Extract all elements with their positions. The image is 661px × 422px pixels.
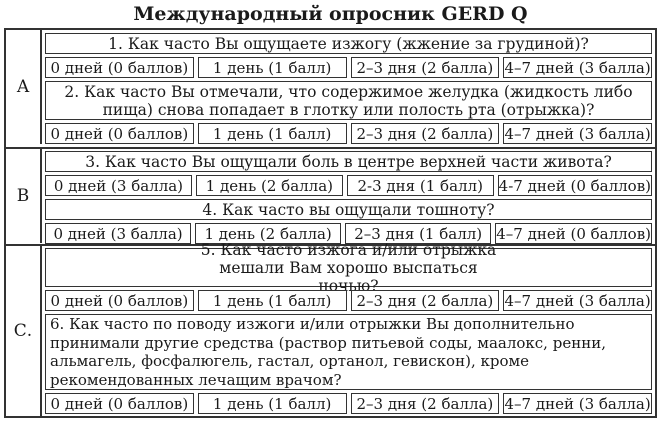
answer-options-1 — [45, 57, 652, 78]
option-0-days[interactable]: 0 дней (0 баллов) — [45, 290, 194, 311]
section-label: B — [6, 149, 42, 243]
section-label: А — [6, 30, 42, 144]
option-0-days[interactable]: 0 дней (3 балла) — [45, 223, 191, 244]
option-2-3-days[interactable]: 2–3 дня (2 балла) — [351, 393, 500, 414]
option-2-3-days[interactable]: 2-3 дня (1 балл) — [347, 175, 494, 196]
option-1-day[interactable]: 1 день (2 балла) — [195, 223, 341, 244]
section-body — [42, 149, 655, 243]
section-body — [42, 30, 655, 144]
option-1-day[interactable]: 1 день (1 балл) — [198, 57, 347, 78]
questionnaire-table — [4, 28, 657, 418]
option-1-day[interactable]: 1 день (1 балл) — [198, 393, 347, 414]
option-0-days[interactable]: 0 дней (0 баллов) — [45, 57, 194, 78]
option-1-day[interactable]: 1 день (1 балл) — [198, 123, 347, 144]
option-4-7-days[interactable]: 4–7 дней (3 балла) — [504, 58, 651, 77]
option-1-day[interactable]: 1 день (1 балл) — [198, 290, 347, 311]
answer-options-3 — [45, 175, 652, 196]
question-3: 3. Как часто Вы ощущали боль в центре верхней части живота? — [45, 151, 652, 172]
question-4: 4. Как часто вы ощущали тошноту? — [45, 199, 652, 220]
answer-options-5 — [45, 290, 652, 311]
section-b — [6, 149, 655, 243]
section-body — [42, 240, 655, 416]
section-c — [6, 240, 655, 416]
question-2: 2. Как часто Вы отмечали, что содержимое желудка (жидкость либо пища) снова попадает в глотку или полость рта (отрыжка)? — [45, 81, 652, 120]
option-2-3-days[interactable]: 2–3 дня (2 балла) — [351, 123, 500, 144]
option-0-days[interactable]: 0 дней (0 баллов) — [45, 393, 194, 414]
option-2-3-days[interactable]: 2–3 дня (2 балла) — [351, 57, 500, 78]
option-1-day[interactable]: 1 день (2 балла) — [196, 175, 343, 196]
question-5: 5. Как часто изжога и/или отрыжка мешали Вам хорошо выспаться ночью? — [45, 248, 652, 287]
page-title: Международный опросник GERD Q — [133, 3, 528, 25]
option-2-3-days[interactable]: 2–3 дня (2 балла) — [351, 290, 500, 311]
option-0-days[interactable]: 0 дней (3 балла) — [45, 175, 192, 196]
section-label: С. — [6, 246, 42, 416]
option-0-days[interactable]: 0 дней (0 баллов) — [45, 123, 194, 144]
option-2-3-days[interactable]: 2–3 дня (1 балл) — [345, 223, 491, 244]
option-4-7-days[interactable]: 4–7 дней (0 баллов) — [496, 224, 651, 243]
option-4-7-days[interactable]: 4–7 дней (3 балла) — [504, 291, 651, 310]
question-1: 1. Как часто Вы ощущаете изжогу (жжение за грудиной)? — [45, 33, 652, 54]
option-4-7-days[interactable]: 4-7 дней (0 баллов) — [498, 176, 651, 195]
section-a — [6, 30, 655, 144]
option-4-7-days[interactable]: 4–7 дней (3 балла) — [504, 124, 651, 143]
question-6: 6. Как часто по поводу изжоги и/или отрыжки Вы дополнительно принимали другие средства (раствор питьевой соды, маалокс, ренни, альмагель, фосфалюгель, гастал, ортанол, гевискон), кроме рекомендованных лечащим врачом? — [45, 314, 652, 390]
answer-options-2 — [45, 123, 652, 144]
option-4-7-days[interactable]: 4–7 дней (3 балла) — [504, 394, 651, 413]
answer-options-6 — [45, 393, 652, 414]
